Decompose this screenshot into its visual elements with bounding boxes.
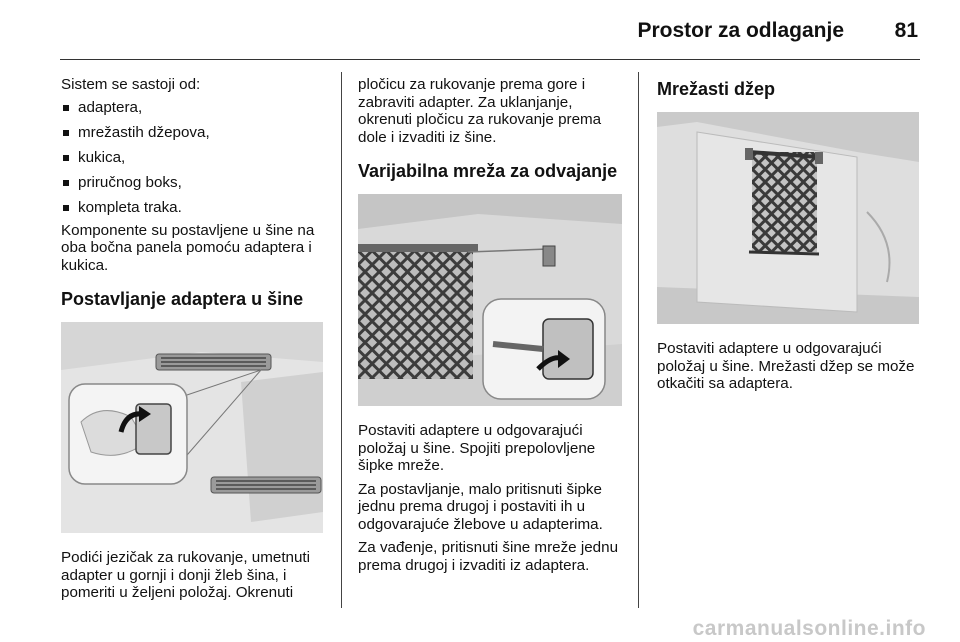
- list-item: priručnog boks,: [61, 174, 327, 192]
- column-1: [61, 72, 327, 602]
- bullet-icon: [63, 105, 69, 111]
- figure-caption: Postaviti adaptere u odgovarajući položaj u šine. Mrežasti džep se može otkačiti sa adaptera.: [657, 340, 915, 392]
- paragraph: pločicu za rukovanje prema gore i zabraviti adapter. Za uklanjanje, okrenuti pločicu za rukovanje prema dole i izvaditi iz šine.: [358, 76, 602, 146]
- section-heading: Varijabilna mreža za odvajanje: [358, 161, 618, 181]
- list-item: kompleta traka.: [61, 199, 327, 217]
- column-divider-1: [341, 72, 342, 608]
- figure-caption: Postaviti adaptere u odgovarajući položaj u šine. Spojiti prepolovljene šipke mreže.: [358, 422, 596, 474]
- bullet-icon: [63, 205, 69, 211]
- figure-caption: Podići jezičak za rukovanje, umetnuti adapter u gornji i donji žleb šina, i pomeriti u željeni položaj. Okrenuti: [61, 549, 311, 602]
- page-number: 81: [894, 19, 918, 42]
- column-2: [358, 72, 622, 574]
- page-header: [0, 0, 960, 62]
- list-item: adaptera,: [61, 99, 327, 117]
- header-divider: [60, 59, 920, 60]
- adapter-rail-illustration: [61, 322, 323, 533]
- intro-text: Sistem se sastoji od:: [61, 76, 201, 93]
- bullet-icon: [63, 130, 69, 136]
- section-heading: Mrežasti džep: [657, 79, 776, 99]
- section-title: Prostor za odlaganje: [637, 19, 844, 42]
- list-item: mrežastih džepova,: [61, 124, 327, 142]
- column-divider-2: [638, 72, 639, 608]
- watermark: carmanualsonline.info: [692, 617, 926, 640]
- paragraph: Komponente su postavljene u šine na oba bočna panela pomoću adaptera i kukica.: [61, 221, 315, 274]
- paragraph: Za postavljanje, malo pritisnuti šipke jednu prema drugoj i postaviti ih u odgovarajuće žlebove u adapterima.: [358, 480, 603, 533]
- mesh-pocket-illustration: [657, 112, 919, 324]
- component-list: [61, 99, 327, 217]
- paragraph: Za vađenje, pritisnuti šine mreže jednu prema drugoj i izvaditi iz adaptera.: [358, 539, 619, 574]
- bullet-icon: [63, 180, 69, 186]
- column-3: [657, 72, 921, 393]
- separation-net-illustration: [358, 194, 622, 406]
- bullet-icon: [63, 155, 69, 161]
- list-item: kukica,: [61, 149, 327, 167]
- section-heading: Postavljanje adaptera u šine: [61, 289, 304, 310]
